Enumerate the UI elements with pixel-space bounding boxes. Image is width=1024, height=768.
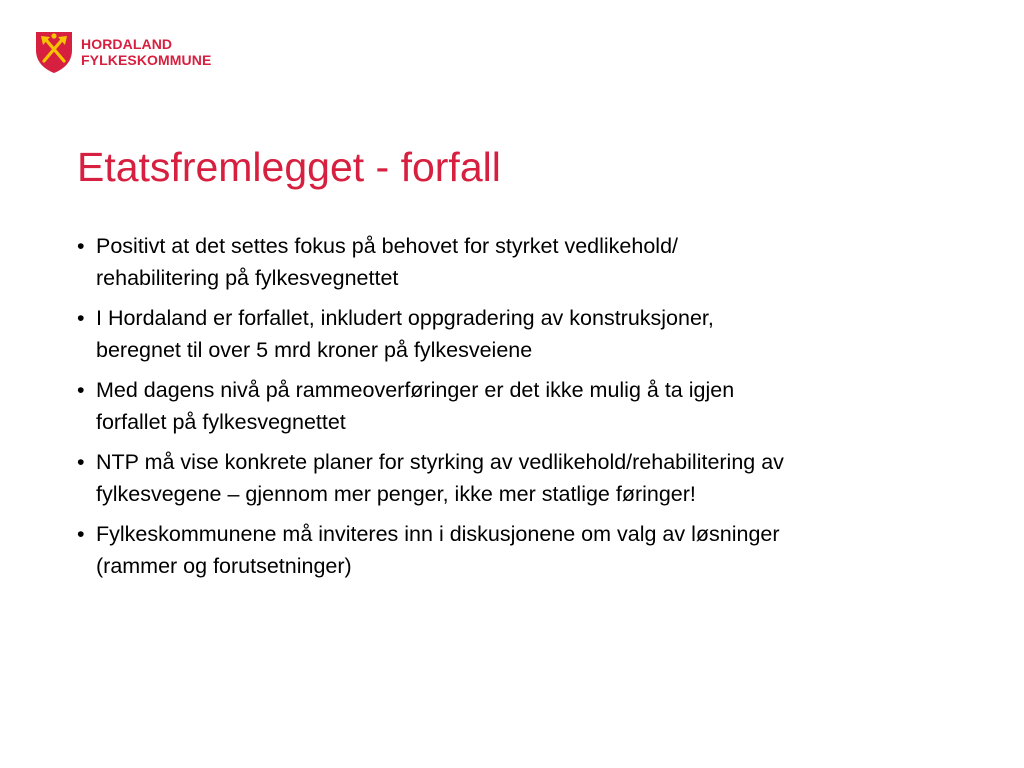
bullet-text-line: Fylkeskommunene må inviteres inn i diskusjonene om valg av løsninger bbox=[96, 522, 780, 546]
logo-line-1: HORDALAND bbox=[81, 36, 173, 52]
bullet-text-line: fylkesvegene – gjennom mer penger, ikke mer statlige føringer! bbox=[96, 482, 696, 506]
bullet-dot-icon: • bbox=[77, 522, 85, 546]
bullet-item bbox=[77, 230, 977, 294]
bullet-text-line: beregnet til over 5 mrd kroner på fylkesveiene bbox=[96, 338, 533, 362]
coat-of-arms-icon bbox=[34, 30, 74, 74]
bullet-text-line: I Hordaland er forfallet, inkludert oppgradering av konstruksjoner, bbox=[96, 306, 714, 330]
bullet-dot-icon: • bbox=[77, 378, 85, 402]
bullet-item bbox=[77, 446, 977, 510]
bullet-text-line: Med dagens nivå på rammeoverføringer er det ikke mulig å ta igjen bbox=[96, 378, 735, 402]
bullet-dot-icon: • bbox=[77, 306, 85, 330]
bullet-text-line: (rammer og forutsetninger) bbox=[96, 554, 352, 578]
organization-logo bbox=[34, 30, 211, 74]
bullet-item bbox=[77, 374, 977, 438]
bullet-text-line: Positivt at det settes fokus på behovet for styrket vedlikehold/ bbox=[96, 234, 679, 258]
logo-line-2: FYLKESKOMMUNE bbox=[81, 52, 212, 68]
bullet-item bbox=[77, 518, 977, 582]
slide-title: Etatsfremlegget - forfall bbox=[77, 144, 501, 190]
bullet-list bbox=[77, 230, 977, 590]
bullet-dot-icon: • bbox=[77, 234, 85, 258]
bullet-text-line: NTP må vise konkrete planer for styrking av vedlikehold/rehabilitering av bbox=[96, 450, 784, 474]
bullet-dot-icon: • bbox=[77, 450, 85, 474]
bullet-item bbox=[77, 302, 977, 366]
bullet-text-line: rehabilitering på fylkesvegnettet bbox=[96, 266, 399, 290]
logo-wordmark bbox=[81, 36, 211, 68]
bullet-text-line: forfallet på fylkesvegnettet bbox=[96, 410, 346, 434]
